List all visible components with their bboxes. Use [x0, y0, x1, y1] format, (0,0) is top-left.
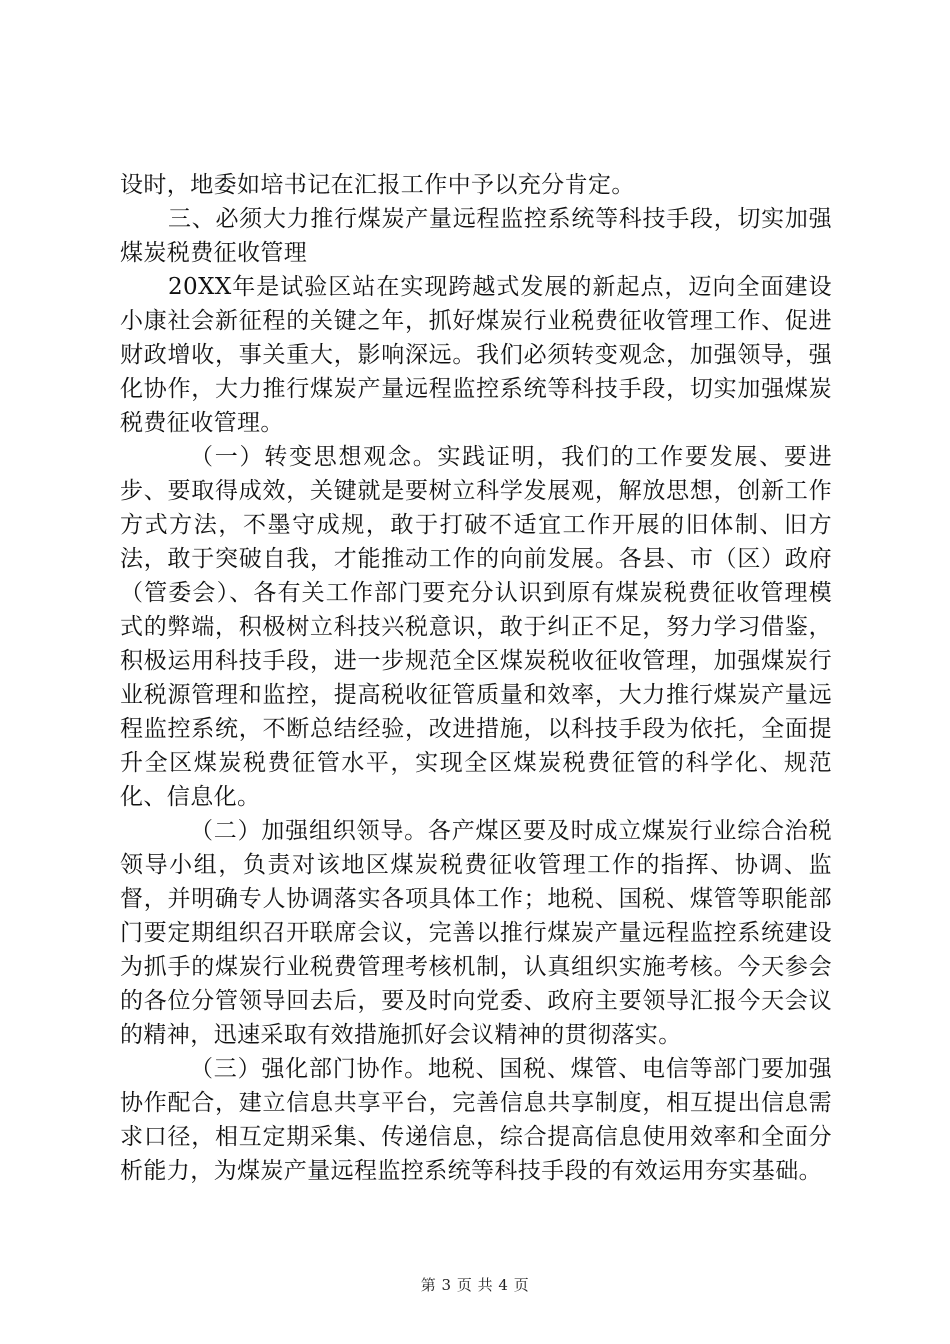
paragraph-intro: 20XX年是试验区站在实现跨越式发展的新起点，迈向全面建设小康社会新征程的关键之年，抓好煤炭行业税费征收管理工作、促进财政增收，事关重大，影响深远。我们必须转变观念，加强领导，强化协作，大力推行煤炭产量远程监控系统等科技手段，切实加强煤炭税费征收管理。	[120, 274, 832, 436]
paragraph-continuation: 设时，地委如培书记在汇报工作中予以充分肯定。	[120, 172, 635, 198]
document-body	[120, 168, 832, 1188]
paragraph-item-2: （二）加强组织领导。各产煤区要及时成立煤炭行业综合治税领导小组，负责对该地区煤炭税费征收管理工作的指挥、协调、监督，并明确专人协调落实各项具体工作；地税、国税、煤管等职能部门要定期组织召开联席会议，完善以推行煤炭产量远程监控系统建设为抓手的煤炭行业税费管理考核机制，认真组织实施考核。今天参会的各位分管领导回去后，要及时向党委、政府主要领导汇报今天会议的精神，迅速采取有效措施抓好会议精神的贯彻落实。	[120, 818, 832, 1048]
paragraph-item-3: （三）强化部门协作。地税、国税、煤管、电信等部门要加强协作配合，建立信息共享平台，完善信息共享制度，相互提出信息需求口径，相互定期采集、传递信息，综合提高信息使用效率和全面分析能力，为煤炭产量远程监控系统等科技手段的有效运用夯实基础。	[120, 1056, 832, 1184]
section-heading: 三、必须大力推行煤炭产量远程监控系统等科技手段，切实加强煤炭税费征收管理	[120, 206, 832, 266]
page-number-footer: 第 3 页 共 4 页	[420, 1276, 530, 1294]
paragraph-item-1: （一）转变思想观念。实践证明，我们的工作要发展、要进步、要取得成效，关键就是要树立科学发展观，解放思想，创新工作方式方法，不墨守成规，敢于打破不适宜工作开展的旧体制、旧方法，敢于突破自我，才能推动工作的向前发展。各县、市（区）政府（管委会）、各有关工作部门要充分认识到原有煤炭税费征收管理模式的弊端，积极树立科技兴税意识，敢于纠正不足，努力学习借鉴，积极运用科技手段，进一步规范全区煤炭税收征收管理，加强煤炭行业税源管理和监控，提高税收征管质量和效率，大力推行煤炭产量远程监控系统，不断总结经验，改进措施，以科技手段为依托，全面提升全区煤炭税费征管水平，实现全区煤炭税费征管的科学化、规范化、信息化。	[120, 444, 832, 810]
